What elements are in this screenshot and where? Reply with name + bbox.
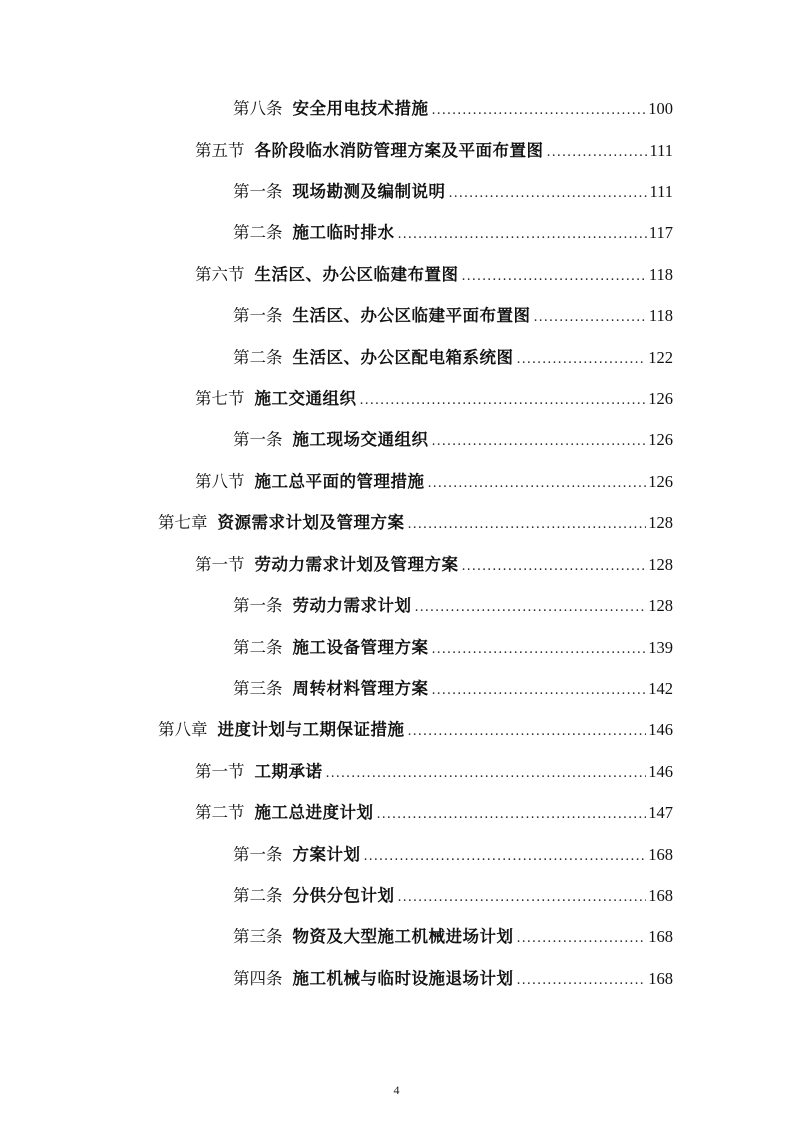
toc-entry-number: 第三条 (233, 679, 283, 698)
toc-entry-title: 施工临时排水 (292, 223, 395, 242)
toc-entry[interactable] (158, 717, 673, 743)
dot-leader (432, 678, 647, 704)
dot-leader (415, 595, 647, 621)
toc-entry-page: 126 (648, 389, 673, 408)
toc-entry[interactable] (233, 303, 673, 329)
toc-entry[interactable] (233, 593, 673, 619)
page-number: 4 (393, 1083, 400, 1097)
toc-entry-page: 168 (648, 969, 673, 988)
dot-leader (408, 512, 647, 538)
toc-entry-page: 128 (648, 555, 673, 574)
dot-leader (547, 140, 648, 166)
toc-entry[interactable] (233, 220, 673, 246)
dot-leader (398, 222, 647, 248)
toc-entry-title: 物资及大型施工机械进场计划 (292, 927, 514, 946)
toc-entry-page: 168 (648, 927, 673, 946)
dot-leader (449, 181, 648, 207)
toc-entry-page: 126 (648, 430, 673, 449)
toc-entry[interactable] (233, 179, 673, 205)
toc-entry-title: 进度计划与工期保证措施 (217, 720, 405, 739)
dot-leader (398, 885, 647, 911)
toc-entry-number: 第一节 (195, 762, 245, 781)
toc-entry-number: 第二条 (233, 886, 283, 905)
toc-entry-number: 第五节 (195, 141, 245, 160)
toc-entry-title: 劳动力需求计划及管理方案 (254, 555, 459, 574)
toc-entry-page: 122 (648, 348, 673, 367)
toc-entry[interactable] (233, 635, 673, 661)
toc-entry-page: 146 (648, 762, 673, 781)
dot-leader (462, 554, 647, 580)
toc-entry-page: 139 (648, 638, 673, 657)
toc-entry[interactable] (233, 345, 673, 371)
dot-leader (517, 347, 647, 373)
toc-entry[interactable] (195, 138, 673, 164)
toc-entry-page: 117 (648, 223, 673, 242)
toc-entry-title: 资源需求计划及管理方案 (217, 513, 405, 532)
toc-entry-title: 施工总平面的管理措施 (254, 472, 425, 491)
toc-entry-number: 第一条 (233, 596, 283, 615)
toc-entry-page: 111 (649, 141, 673, 160)
dot-leader (462, 264, 647, 290)
toc-entry-title: 施工机械与临时设施退场计划 (292, 969, 514, 988)
toc-entry[interactable] (195, 552, 673, 578)
toc-entry-number: 第一条 (233, 845, 283, 864)
toc-entry-number: 第二节 (195, 803, 245, 822)
toc-entry-page: 168 (648, 886, 673, 905)
toc-entry-number: 第二条 (233, 348, 283, 367)
toc-entry-title: 方案计划 (292, 845, 361, 864)
toc-entry-title: 施工总进度计划 (254, 803, 374, 822)
toc-entry-page: 142 (648, 679, 673, 698)
toc-entry-number: 第二条 (233, 223, 283, 242)
toc-entry-number: 第八章 (158, 720, 208, 739)
toc-entry-number: 第一条 (233, 430, 283, 449)
toc-entry-number: 第一节 (195, 555, 245, 574)
toc-entry-page: 118 (648, 306, 673, 325)
toc-entry-title: 生活区、办公区配电箱系统图 (292, 348, 514, 367)
toc-entry-title: 周转材料管理方案 (292, 679, 429, 698)
dot-leader (408, 719, 647, 745)
toc-entry-number: 第一条 (233, 182, 283, 201)
dot-leader (364, 844, 647, 870)
dot-leader (326, 761, 647, 787)
toc-entry-title: 施工设备管理方案 (292, 638, 429, 657)
toc-entry-number: 第八条 (233, 99, 283, 118)
toc-entry[interactable] (158, 510, 673, 536)
toc-entry-number: 第一条 (233, 306, 283, 325)
dot-leader (428, 471, 647, 497)
toc-entry-page: 168 (648, 845, 673, 864)
toc-entry-title: 安全用电技术措施 (292, 99, 429, 118)
toc-entry-page: 128 (648, 513, 673, 532)
toc-entry-title: 现场勘测及编制说明 (292, 182, 446, 201)
toc-entry-number: 第三条 (233, 927, 283, 946)
toc-entry-number: 第二条 (233, 638, 283, 657)
dot-leader (377, 802, 647, 828)
dot-leader (517, 926, 647, 952)
toc-entry-page: 128 (648, 596, 673, 615)
dot-leader (432, 98, 647, 124)
toc-entry-page: 111 (649, 182, 673, 201)
toc-entry[interactable] (233, 842, 673, 868)
toc-entry[interactable] (233, 676, 673, 702)
toc-entry[interactable] (195, 469, 673, 495)
dot-leader (517, 968, 647, 994)
toc-entry-number: 第六节 (195, 265, 245, 284)
toc-entry-page: 100 (648, 99, 673, 118)
toc-entry[interactable] (233, 966, 673, 992)
dot-leader (534, 305, 647, 331)
toc-entry[interactable] (195, 759, 673, 785)
dot-leader (360, 388, 647, 414)
toc-entry-page: 147 (648, 803, 673, 822)
toc-entry-number: 第七节 (195, 389, 245, 408)
toc-entry[interactable] (233, 924, 673, 950)
toc-entry[interactable] (195, 262, 673, 288)
toc-entry-title: 劳动力需求计划 (292, 596, 412, 615)
toc-entry-page: 126 (648, 472, 673, 491)
toc-entry[interactable] (233, 427, 673, 453)
toc-entry-title: 工期承诺 (254, 762, 323, 781)
toc-entry-title: 分供分包计划 (292, 886, 395, 905)
toc-entry-page: 118 (648, 265, 673, 284)
toc-entry-title: 生活区、办公区临建平面布置图 (292, 306, 531, 325)
toc-entry-page: 146 (648, 720, 673, 739)
toc-entry-number: 第八节 (195, 472, 245, 491)
toc-entry-title: 施工现场交通组织 (292, 430, 429, 449)
toc-entry-number: 第四条 (233, 969, 283, 988)
toc-entry[interactable] (195, 386, 673, 412)
dot-leader (432, 429, 647, 455)
toc-entry-title: 生活区、办公区临建布置图 (254, 265, 459, 284)
toc-entry[interactable] (233, 883, 673, 909)
toc-entry[interactable] (195, 800, 673, 826)
toc-entry-title: 施工交通组织 (254, 389, 357, 408)
toc-entry-title: 各阶段临水消防管理方案及平面布置图 (254, 141, 544, 160)
dot-leader (432, 637, 647, 663)
toc-entry[interactable] (233, 96, 673, 122)
toc-entry-number: 第七章 (158, 513, 208, 532)
